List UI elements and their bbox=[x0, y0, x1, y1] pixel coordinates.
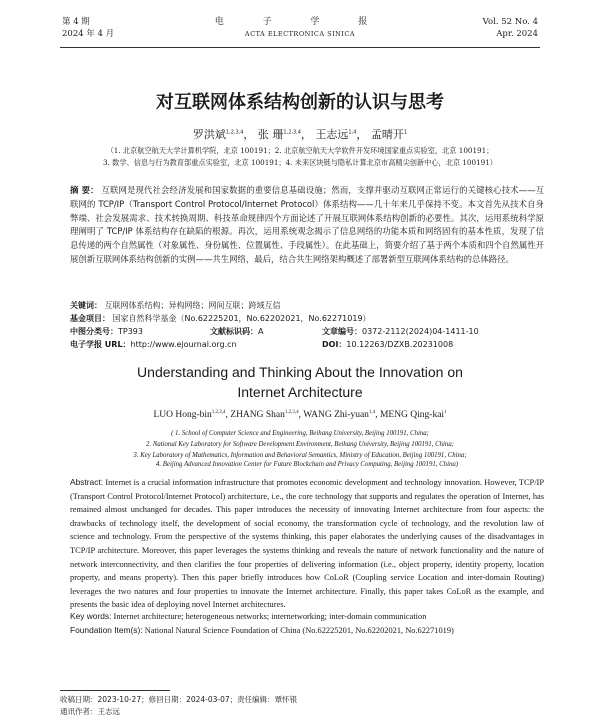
author-name: 张 珊 bbox=[257, 128, 284, 141]
author-name: WANG Zhi-yuan bbox=[303, 410, 369, 420]
article-number-row bbox=[322, 326, 479, 338]
keywords-en bbox=[70, 610, 544, 623]
author-name: ZHANG Shan bbox=[230, 410, 285, 420]
fund-text-cn: 国家自然科学基金（No.62225201，No.62202021，No.62271019） bbox=[112, 314, 371, 323]
issue-number: 第 4 期 bbox=[62, 17, 90, 27]
abstract-label-en: Abstract: bbox=[70, 477, 104, 487]
title-line: Understanding and Thinking About the Innovation on bbox=[137, 364, 463, 380]
affiliation-line-cn: 3. 数学、信息与行为教育部重点实验室，北京 100191；4. 未来区块链与隐私计算北京市高精尖创新中心，北京 100191） bbox=[103, 158, 497, 167]
fund-label-cn: 基金项目： bbox=[70, 314, 110, 323]
volume-number: Vol. 52 No. 4 bbox=[482, 17, 538, 27]
author-name: 罗洪斌 bbox=[192, 128, 226, 141]
keywords-text-en: Internet architecture; heterogeneous networks; internetworking; inter-domain communication bbox=[113, 612, 427, 621]
author-affil-sup: 1 bbox=[403, 129, 408, 136]
journal-name-en: ACTA ELECTRONICA SINICA bbox=[244, 30, 356, 38]
article-number-value: 0372-2112(2024)04-1411-10 bbox=[362, 327, 479, 336]
article-number-label: 文章编号： bbox=[322, 327, 362, 336]
journal-url-value[interactable]: http://www.ejournal.org.cn bbox=[130, 340, 237, 349]
abstract-cn bbox=[70, 184, 544, 267]
doi-row bbox=[322, 339, 453, 351]
author-list-cn: 罗洪斌$^{1,2,3,4}$， 张 珊$^{1,2,3,4}$， 王志远$^{1,4}$， 孟晴开$^1$ bbox=[192, 128, 408, 141]
doc-code-value: A bbox=[258, 327, 264, 336]
author-affil-sup: 1,2,3,4 bbox=[225, 129, 244, 136]
running-header bbox=[0, 16, 600, 46]
author-affil-sup: 1,2,3,4 bbox=[283, 129, 301, 136]
classification-row bbox=[70, 326, 143, 338]
author-affil-sup: 1,2,3,4 bbox=[284, 409, 299, 415]
abstract-text-cn: 互联网是现代社会经济发展和国家数据的重要信息基础设施；然而，支撑并驱动互联网正常运行的关键核心技术——互联网的 TCP/IP（Transport Control Protocol/Internet Protocol）体系结构——几十年来几乎保持不变。本文首先从技术自身弊端、社会发展需求、技术转换周期、科技革命规律四个方面论述了开展互联网体系结构创新的必要性。其次，运用系统科学原理阐明了 TCP/IP 体系结构存在缺陷的根源。再次，运用系统观念揭示了信息网络的功能本质和网络固有的基本性质，发现了信息传递的两个自然属性（对象属性、身份属性、位置属性、手段属性）。在此基础上，简要介绍了基于两个本质和四个自然属性开展创新互联网体系结构创新的实例——共生网络，最后，结合共生网络架构概述了部署新型互联网体系结构的总体路径。 bbox=[70, 185, 544, 264]
author-name: 王志远 bbox=[315, 128, 349, 141]
affiliation-line-en: 3. Key Laboratory of Mathematics, Information and Behavioral Semantics, Ministry of Education, Beijing 100191, China; bbox=[133, 452, 467, 459]
abstract-en bbox=[70, 461, 544, 612]
corresponding-author-note: 通讯作者：王志远 bbox=[60, 707, 120, 716]
affiliation-line-en: 2. National Key Laboratory for Software Development Environment, Beihang University, Beijing 100191, China; bbox=[146, 441, 454, 448]
doi-label: DOI： bbox=[322, 340, 347, 349]
keywords-label-cn: 关键词： bbox=[70, 301, 102, 310]
keywords-text-cn: 互联网体系结构；异构网络；网间互联；跨域互信 bbox=[104, 301, 281, 310]
clc-label: 中图分类号： bbox=[70, 327, 118, 336]
author-affil-sup: 1,2,3,4 bbox=[211, 409, 226, 415]
affiliation-line-en: 4. Beijing Advanced Innovation Center for Future Blockchain and Privacy Computing, Beijing 100191, China) bbox=[155, 461, 459, 468]
clc-value: TP393 bbox=[118, 327, 143, 336]
keywords-cn bbox=[70, 300, 281, 312]
issue-date: 2024 年 4 月 bbox=[62, 29, 115, 39]
doc-code-row bbox=[210, 326, 263, 338]
received-date-note: 收稿日期：2023-10-27；修回日期：2024-03-07；责任编辑：覃怀银 bbox=[60, 695, 298, 704]
author-name: LUO Hong-bin bbox=[153, 410, 212, 420]
doc-code-label: 文献标识码： bbox=[210, 327, 258, 336]
author-name: 孟晴开 bbox=[370, 128, 404, 141]
keywords-label-en: Key words: bbox=[70, 611, 112, 621]
journal-url-label: 电子学报 URL： bbox=[70, 340, 131, 349]
header-right bbox=[483, 16, 538, 40]
fund-label-en: Foundation Item(s): bbox=[70, 625, 143, 635]
footnote-rule bbox=[60, 690, 170, 691]
author-name: MENG Qing-kai bbox=[379, 410, 445, 420]
fund-en bbox=[70, 624, 544, 637]
volume-date: Apr. 2024 bbox=[496, 29, 538, 39]
fund-text-en: National Natural Science Foundation of China (No.62225201, No.62202021, No.62271019) bbox=[144, 626, 454, 635]
abstract-text-en: Internet is a crucial information infrastructure that promotes economic development and technology innovation. However, TCP/IP (Transport Control Protocol/Internet Protocol) architecture, i.e., the core technology that supports and regulates the operation of Internet, has remained almost unchanged for decades. This paper introduces the necessity of innovating Internet architecture from four aspects: the drawbacks of technology itself, the development of social economy, the transformation cycle of technology, and the revolution law of science and technology. From the perspective of the systems thinking, this paper elaborates the underlying causes of the disadvantages in TCP/IP architecture. Moreover, this paper leverages the systems thinking and reveals the nature of network functionality and the nature of network interconnectivity, and then clarifies the four properties of delivering information (i.e., object property, identity property, location property, and means property). Then this paper briefly introduces how CoLoR (Coupling service Location and inter-domain Routing) leverages the two natures and four properties to innovate the Internet architecture. Finally, this paper takes CoLoR as the example, and presents the basic idea of deploying novel Internet architectures. bbox=[70, 478, 544, 610]
affiliation-line-en: ( 1. School of Computer Science and Engineering, Beihang University, Beijing 100191, China; bbox=[171, 430, 429, 437]
title-line: Internet Architecture bbox=[237, 384, 363, 400]
abstract-label-cn: 摘 要： bbox=[70, 185, 99, 195]
paper-title-cn: 对互联网体系结构创新的认识与思考 bbox=[156, 92, 444, 113]
doi-value[interactable]: 10.12263/DZXB.20231008 bbox=[346, 340, 454, 349]
author-list-en: LUO Hong-bin$^{1,2,3,4}$, ZHANG Shan$^{1,2,3,4}$, WANG Zhi-yuan$^{1,4}$, MENG Qing-kai$^1$ bbox=[153, 409, 447, 420]
journal-name-cn: 电 子 学 报 bbox=[214, 17, 386, 27]
journal-url-row bbox=[70, 339, 237, 351]
author-affil-sup: 1,4 bbox=[348, 129, 357, 136]
header-rule bbox=[60, 47, 540, 48]
affiliation-line-cn: （1. 北京航空航天大学计算机学院，北京 100191；2. 北京航空航天大学软件开发环境国家重点实验室，北京 100191； bbox=[106, 146, 494, 155]
fund-cn bbox=[70, 313, 371, 325]
author-affil-sup: 1 bbox=[444, 409, 447, 415]
author-affil-sup: 1,4 bbox=[368, 409, 376, 415]
paper-title-en bbox=[0, 362, 600, 402]
